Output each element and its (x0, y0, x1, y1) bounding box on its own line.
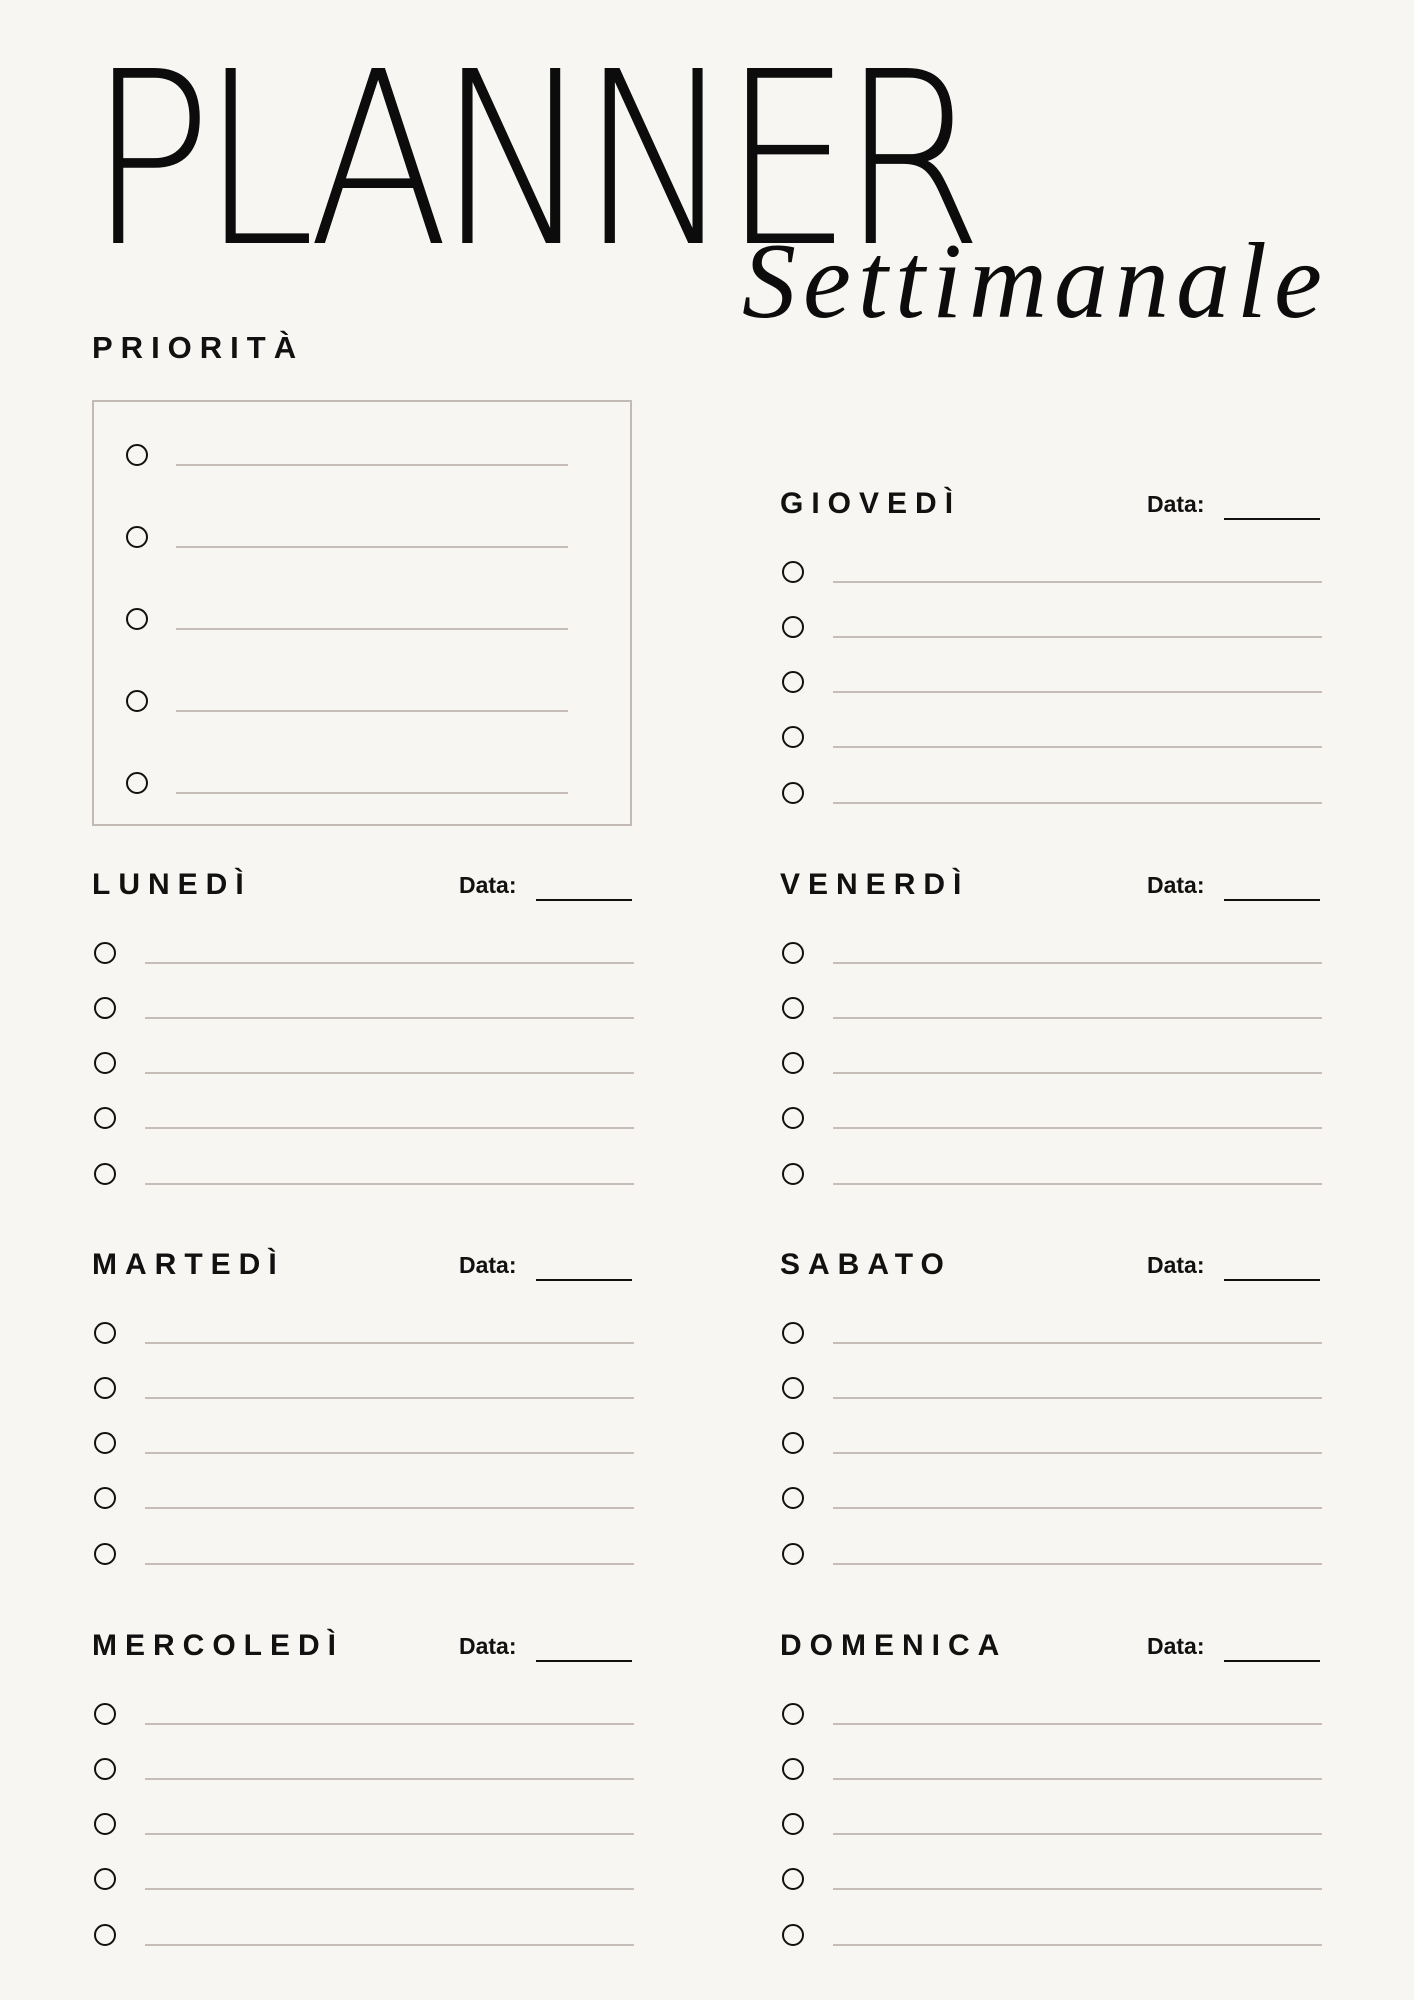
day-label: DOMENICA (780, 1629, 1008, 1662)
write-line[interactable] (145, 1888, 634, 1890)
checkbox-circle-icon[interactable] (94, 1322, 116, 1344)
date-label: Data: (459, 1633, 517, 1659)
date-label: Data: (459, 872, 517, 898)
checklist-item (94, 1163, 634, 1193)
date-label: Data: (1147, 1633, 1205, 1659)
day-label: MARTEDÌ (92, 1248, 285, 1281)
checkbox-circle-icon[interactable] (94, 1487, 116, 1509)
write-line[interactable] (833, 1723, 1322, 1725)
write-line[interactable] (145, 1833, 634, 1835)
checklist-item (782, 1543, 1322, 1573)
write-line[interactable] (145, 1452, 634, 1454)
checkbox-circle-icon[interactable] (782, 1813, 804, 1835)
checklist-item (782, 671, 1322, 701)
checklist-item (94, 1813, 634, 1843)
write-line[interactable] (176, 464, 568, 466)
checklist-item (782, 1487, 1322, 1517)
checkbox-circle-icon[interactable] (94, 1432, 116, 1454)
write-line[interactable] (833, 1342, 1322, 1344)
date-label: Data: (1147, 1252, 1205, 1278)
checkbox-circle-icon[interactable] (126, 608, 148, 630)
day-label: VENERDÌ (780, 868, 970, 901)
write-line[interactable] (833, 1778, 1322, 1780)
day-section-giovedi (780, 489, 1320, 819)
checkbox-circle-icon[interactable] (94, 1703, 116, 1725)
write-line[interactable] (833, 962, 1322, 964)
write-line[interactable] (833, 581, 1322, 583)
checkbox-circle-icon[interactable] (126, 690, 148, 712)
checkbox-circle-icon[interactable] (782, 1377, 804, 1399)
day-section-sabato (780, 1250, 1320, 1580)
checklist-item (782, 1163, 1322, 1193)
write-line[interactable] (145, 1183, 634, 1185)
write-line[interactable] (145, 1127, 634, 1129)
date-field[interactable] (536, 1279, 632, 1281)
day-section-lunedi (92, 870, 632, 1200)
checkbox-circle-icon[interactable] (94, 1377, 116, 1399)
day-section-domenica (780, 1631, 1320, 1961)
planner-subtitle: Settimanale (742, 222, 1329, 341)
checklist-item (126, 690, 568, 720)
checkbox-circle-icon[interactable] (782, 561, 804, 583)
checkbox-circle-icon[interactable] (782, 782, 804, 804)
write-line[interactable] (145, 1342, 634, 1344)
day-label: SABATO (780, 1248, 952, 1281)
checklist-item (782, 1107, 1322, 1137)
write-line[interactable] (176, 546, 568, 548)
checkbox-circle-icon[interactable] (126, 526, 148, 548)
checklist-item (126, 772, 568, 802)
write-line[interactable] (833, 1072, 1322, 1074)
day-label: LUNEDÌ (92, 868, 252, 901)
write-line[interactable] (145, 1017, 634, 1019)
write-line[interactable] (833, 691, 1322, 693)
write-line[interactable] (145, 1563, 634, 1565)
checkbox-circle-icon[interactable] (782, 1543, 804, 1565)
date-field[interactable] (536, 899, 632, 901)
date-label: Data: (1147, 872, 1205, 898)
checklist-item (782, 782, 1322, 812)
checklist-item (94, 942, 634, 972)
checkbox-circle-icon[interactable] (94, 1163, 116, 1185)
checklist-item (782, 1432, 1322, 1462)
write-line[interactable] (145, 1507, 634, 1509)
checkbox-circle-icon[interactable] (782, 1924, 804, 1946)
checklist-item (94, 1924, 634, 1954)
checkbox-circle-icon[interactable] (94, 1868, 116, 1890)
checkbox-circle-icon[interactable] (126, 772, 148, 794)
write-line[interactable] (176, 710, 568, 712)
write-line[interactable] (145, 1944, 634, 1946)
checkbox-circle-icon[interactable] (782, 1758, 804, 1780)
checkbox-circle-icon[interactable] (782, 997, 804, 1019)
date-field[interactable] (536, 1660, 632, 1662)
checklist-item (94, 1868, 634, 1898)
write-line[interactable] (145, 1072, 634, 1074)
checkbox-circle-icon[interactable] (94, 1924, 116, 1946)
checkbox-circle-icon[interactable] (782, 1703, 804, 1725)
checklist-item (782, 616, 1322, 646)
checklist-item (94, 1377, 634, 1407)
checklist-item (126, 608, 568, 638)
checklist-item (94, 1107, 634, 1137)
checklist-item (782, 1924, 1322, 1954)
checklist-item (94, 1758, 634, 1788)
checklist-item (782, 1813, 1322, 1843)
checkbox-circle-icon[interactable] (126, 444, 148, 466)
day-label: MERCOLEDÌ (92, 1629, 344, 1662)
checkbox-circle-icon[interactable] (782, 726, 804, 748)
date-field[interactable] (1224, 1660, 1320, 1662)
day-section-mercoledi (92, 1631, 632, 1961)
write-line[interactable] (833, 636, 1322, 638)
write-line[interactable] (833, 1017, 1322, 1019)
checkbox-circle-icon[interactable] (782, 616, 804, 638)
write-line[interactable] (176, 792, 568, 794)
checkbox-circle-icon[interactable] (782, 1868, 804, 1890)
checkbox-circle-icon[interactable] (782, 1487, 804, 1509)
priority-box (92, 400, 632, 826)
checklist-item (782, 1868, 1322, 1898)
checklist-item (126, 526, 568, 556)
write-line[interactable] (176, 628, 568, 630)
write-line[interactable] (145, 1723, 634, 1725)
checklist-item (782, 1703, 1322, 1733)
write-line[interactable] (145, 1397, 634, 1399)
write-line[interactable] (833, 1397, 1322, 1399)
checklist-item (94, 1703, 634, 1733)
checklist-item (94, 1322, 634, 1352)
checkbox-circle-icon[interactable] (94, 1107, 116, 1129)
checkbox-circle-icon[interactable] (94, 1052, 116, 1074)
checklist-item (94, 1052, 634, 1082)
checklist-item (94, 997, 634, 1027)
checklist-item (94, 1487, 634, 1517)
date-label: Data: (459, 1252, 517, 1278)
write-line[interactable] (145, 962, 634, 964)
date-field[interactable] (1224, 518, 1320, 520)
checkbox-circle-icon[interactable] (782, 1322, 804, 1344)
checkbox-circle-icon[interactable] (782, 671, 804, 693)
checklist-item (782, 1322, 1322, 1352)
checklist-item (126, 444, 568, 474)
checkbox-circle-icon[interactable] (782, 942, 804, 964)
checklist-item (94, 1543, 634, 1573)
day-label: GIOVEDÌ (780, 487, 962, 520)
checklist-item (94, 1432, 634, 1462)
checklist-item (782, 997, 1322, 1027)
date-field[interactable] (1224, 899, 1320, 901)
write-line[interactable] (145, 1778, 634, 1780)
date-field[interactable] (1224, 1279, 1320, 1281)
checklist-item (782, 561, 1322, 591)
checkbox-circle-icon[interactable] (94, 1543, 116, 1565)
checkbox-circle-icon[interactable] (782, 1163, 804, 1185)
write-line[interactable] (833, 802, 1322, 804)
checkbox-circle-icon[interactable] (94, 1813, 116, 1835)
checkbox-circle-icon[interactable] (782, 1052, 804, 1074)
write-line[interactable] (833, 1127, 1322, 1129)
write-line[interactable] (833, 1507, 1322, 1509)
checklist-item (782, 1377, 1322, 1407)
date-label: Data: (1147, 491, 1205, 517)
write-line[interactable] (833, 746, 1322, 748)
checkbox-circle-icon[interactable] (782, 1432, 804, 1454)
day-section-martedi (92, 1250, 632, 1580)
checkbox-circle-icon[interactable] (782, 1107, 804, 1129)
checkbox-circle-icon[interactable] (94, 942, 116, 964)
write-line[interactable] (833, 1944, 1322, 1946)
day-section-venerdi (780, 870, 1320, 1200)
write-line[interactable] (833, 1183, 1322, 1185)
write-line[interactable] (833, 1888, 1322, 1890)
checklist-item (782, 1758, 1322, 1788)
checklist-item (782, 726, 1322, 756)
checkbox-circle-icon[interactable] (94, 1758, 116, 1780)
checklist-item (782, 942, 1322, 972)
write-line[interactable] (833, 1563, 1322, 1565)
planner-title: PLANNER (88, 20, 972, 300)
checkbox-circle-icon[interactable] (94, 997, 116, 1019)
write-line[interactable] (833, 1833, 1322, 1835)
write-line[interactable] (833, 1452, 1322, 1454)
priority-heading: PRIORITÀ (92, 330, 305, 365)
checklist-item (782, 1052, 1322, 1082)
